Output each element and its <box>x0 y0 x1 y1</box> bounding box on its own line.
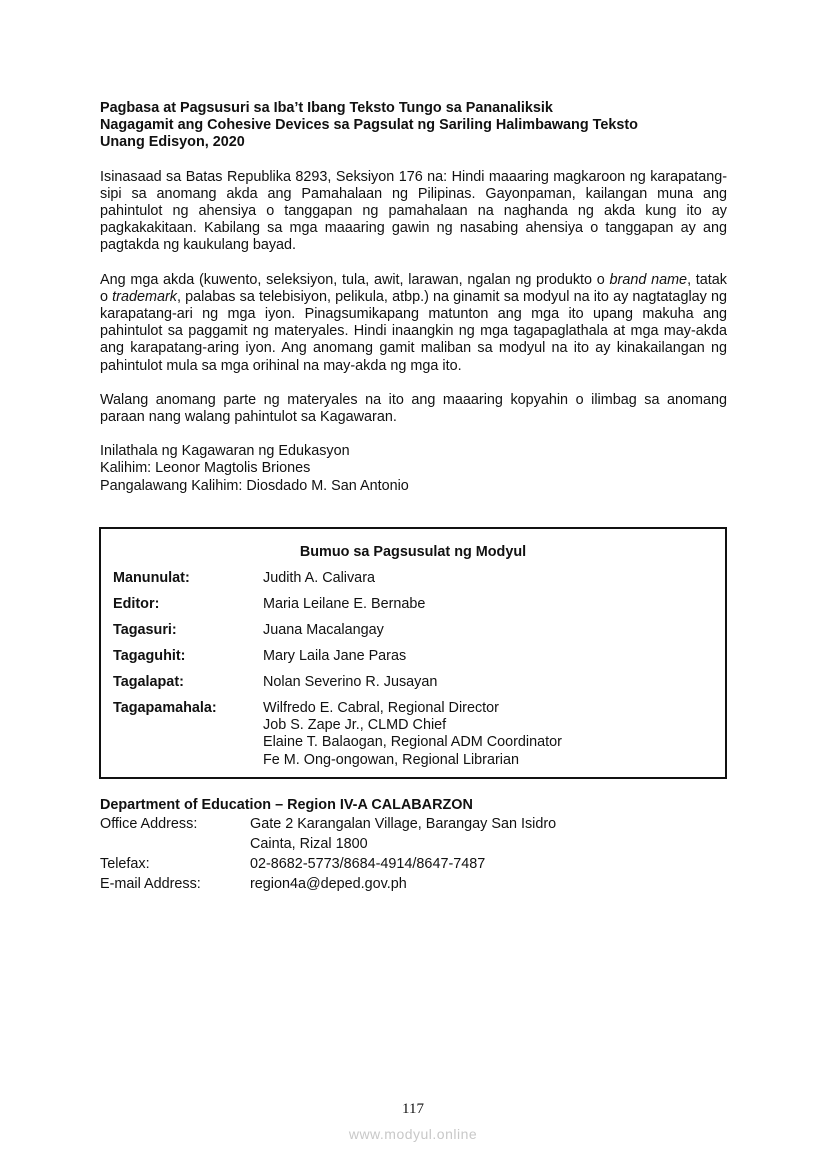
department-heading: Department of Education – Region IV-A CALABARZON <box>100 796 473 813</box>
publisher-info <box>100 443 727 495</box>
person-name: Nolan Severino R. Jusayan <box>263 674 438 691</box>
contact-label: Telefax: <box>100 856 150 873</box>
document-title <box>100 100 727 152</box>
contact-label: Office Address: <box>100 816 198 833</box>
text: , palabas sa telebisiyon, pelikula, atbp.) na ginamit sa modyul na ito ay nagtataglay ng karapatang-ari ng mga iyon. Pinagsumikapang matunton ang mga ito upang makuha ang pahintulot sa paggamit ng materyales. Hindi inaangkin ng mga tagapaglathala at mga may-akda ang karapatang-aring iyon. Ang anomang gamit maliban sa modyul na ito ay kinakailangan ng pahintulot mula sa mga orihinal na may-akda ng mga ito. <box>100 288 727 374</box>
role-names <box>263 648 406 665</box>
copyright-paragraph: Isinasaad sa Batas Republika 8293, Seksiyon 176 na: Hindi maaaring magkaroon ng karapatang-sipi sa anomang akda ang Pamahalaan ng Pilipinas. Gayonpaman, kailangan muna ang pahintulot ng ahensiya o tanggapan ng pamahalaan na naghanda ng akda kung ito ay pagkakakitaan. Kabilang sa mga maaaring gawin ng nasabing ahensiya o tanggapan ay ang pagtakda ng kaukulang bayad. <box>100 168 727 254</box>
rights-paragraph <box>100 272 727 375</box>
team-row <box>113 596 725 613</box>
contact-label: E-mail Address: <box>100 876 201 893</box>
person-name: Elaine T. Balaogan, Regional ADM Coordinator <box>263 734 562 751</box>
role-label: Manunulat: <box>113 570 190 587</box>
team-row <box>113 674 725 691</box>
contact-value: region4a@deped.gov.ph <box>250 876 407 893</box>
role-label: Tagapamahala: <box>113 700 217 717</box>
text-italic: trademark <box>112 288 177 305</box>
role-names <box>263 622 384 639</box>
team-row <box>113 570 725 587</box>
person-name: Juana Macalangay <box>263 622 384 639</box>
watermark: www.modyul.online <box>348 1126 478 1142</box>
contact-row <box>100 834 727 854</box>
team-row <box>113 648 725 665</box>
role-names <box>263 700 562 769</box>
role-names <box>263 596 425 613</box>
contact-label <box>100 834 250 854</box>
person-name: Mary Laila Jane Paras <box>263 648 407 665</box>
contact-value: Gate 2 Karangalan Village, Barangay San Isidro <box>250 816 557 833</box>
role-label: Editor: <box>113 596 160 613</box>
contact-row <box>100 854 727 874</box>
person-name: Wilfredo E. Cabral, Regional Director <box>263 700 499 717</box>
text: Ang mga akda (kuwento, seleksiyon, tula, awit, larawan, ngalan ng produkto o <box>100 271 610 288</box>
contact-rows <box>100 814 727 894</box>
role-names <box>263 674 437 691</box>
secretary-line: Kalihim: Leonor Magtolis Briones <box>100 460 311 477</box>
team-rows <box>101 561 725 777</box>
undersecretary-line: Pangalawang Kalihim: Diosdado M. San Antonio <box>100 477 409 494</box>
module-team-box <box>99 527 727 779</box>
publisher-line: Inilathala ng Kagawaran ng Edukasyon <box>100 443 350 460</box>
contact-row <box>100 814 727 834</box>
contact-value: Cainta, Rizal 1800 <box>250 836 368 853</box>
contact-row <box>100 874 727 894</box>
role-names <box>263 570 375 587</box>
team-box-title: Bumuo sa Pagsusulat ng Modyul <box>299 543 527 560</box>
department-info <box>100 797 727 894</box>
text: , tatak o <box>100 271 727 305</box>
role-label: Tagasuri: <box>113 622 177 639</box>
title-line: Nagagamit ang Cohesive Devices sa Pagsulat ng Sariling Halimbawang Teksto <box>100 117 638 134</box>
person-name: Maria Leilane E. Bernabe <box>263 596 426 613</box>
document-body <box>100 100 727 894</box>
text-italic: brand name <box>609 271 688 288</box>
role-label: Tagaguhit: <box>113 648 186 665</box>
title-line: Pagbasa at Pagsusuri sa Iba’t Ibang Teksto Tungo sa Pananaliksik <box>100 100 553 116</box>
title-line: Unang Edisyon, 2020 <box>100 134 245 151</box>
role-label: Tagalapat: <box>113 674 184 691</box>
page-number: 117 <box>402 1101 424 1117</box>
person-name: Judith A. Calivara <box>263 570 375 587</box>
person-name: Fe M. Ong-ongowan, Regional Librarian <box>263 751 519 768</box>
contact-value: 02-8682-5773/8684-4914/8647-7487 <box>250 856 486 873</box>
team-row <box>113 622 725 639</box>
team-row <box>113 700 725 769</box>
person-name: Job S. Zape Jr., CLMD Chief <box>263 717 447 734</box>
reproduction-paragraph: Walang anomang parte ng materyales na ito ang maaaring kopyahin o ilimbag sa anomang paraan nang walang pahintulot sa Kagawaran. <box>100 391 727 426</box>
